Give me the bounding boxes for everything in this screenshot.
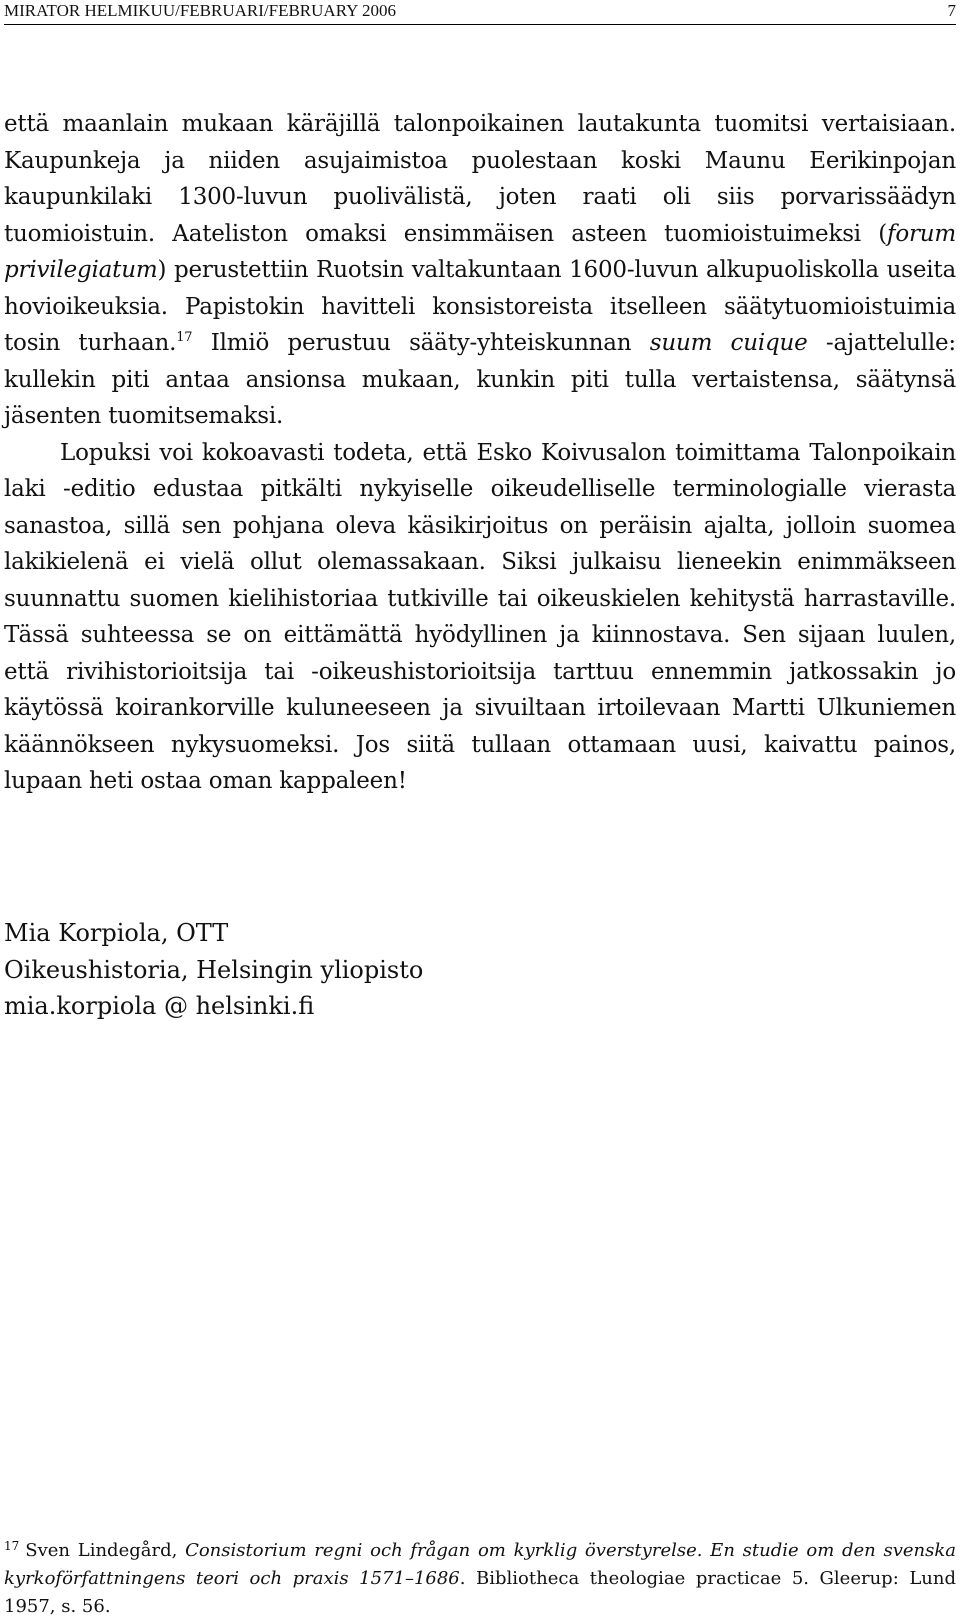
- italic-forum-privilegiatum: forum privilegiatum: [4, 220, 956, 283]
- paragraph-1: [4, 106, 956, 435]
- paragraph-1-text-a: että maanlain mukaan käräjillä talonpoikainen lautakunta tuomitsi vertaisiaan. Kaupunkeja ja niiden asujaimistoa puolestaan koski Maunu Eerikinpojan kaupunkilaki 1300-luvun puolivälistä, joten raati oli siis porvarissäädyn tuomioistuin. Aateliston omaksi ensimmäisen asteen tuomioistuimeksi (: [4, 111, 956, 247]
- footnote-17: [4, 1537, 956, 1621]
- paragraph-1-text-b: ) perustettiin Ruotsin valtakuntaan 1600-luvun alkupuoliskolla useita hovioikeuksia. Papistokin havitteli konsistoreista itselleen säätytuomioistuimia tosin turhaan.: [4, 257, 956, 356]
- footnote-number: 17: [4, 1539, 20, 1553]
- footnote-reference[interactable]: 17: [176, 330, 193, 345]
- paragraph-1-text-d: -ajattelulle: kullekin piti antaa ansionsa mukaan, kunkin piti tulla vertaistensa, säätynsä jäsenten tuomitsemaksi.: [4, 330, 956, 429]
- author-affiliation: Oikeushistoria, Helsingin yliopisto: [4, 955, 424, 984]
- author-signature: [4, 915, 956, 1025]
- footnote-title: Consistorium regni och frågan om kyrklig överstyrelse. En studie om den svenska kyrkoförfattningens teori och praxis 1571–1686: [4, 1540, 956, 1589]
- paragraph-1-text-c: Ilmiö perustuu sääty-yhteiskunnan: [192, 330, 650, 356]
- page-number: 7: [947, 1, 956, 20]
- author-name: Mia Korpiola, OTT: [4, 919, 229, 947]
- footnote-details: . Bibliotheca theologiae practicae 5. Gleerup: Lund 1957, s. 56.: [4, 1568, 956, 1617]
- paragraph-2: Lopuksi voi kokoavasti todeta, että Esko Koivusalon toimittama Talonpoikain laki -editio edustaa pitkälti nykyiselle oikeudelliselle terminologialle vierasta sanastoa, sillä sen pohjana oleva käsikirjoitus on peräisin ajalta, jolloin suomea lakikielenä ei vielä ollut olemassakaan. Siksi julkaisu lieneekin enimmäkseen suunnattu suomen kielihistoriaa tutkiville tai oikeuskielen kehitystä harrastaville. Tässä suhteessa se on eittämättä hyödyllinen ja kiinnostava. Sen sijaan luulen, että rivihistorioitsija tai -oikeushistorioitsija tarttuu ennemmin jatkossakin jo käytössä koirankorville kuluneeseen ja sivuiltaan irtoilevaan Martti Ulkuniemen käännökseen nykysuomeksi. Jos siitä tullaan ottamaan uusi, kaivattu painos, lupaan heti ostaa oman kappaleen!: [4, 439, 956, 794]
- journal-title: MIRATOR HELMIKUU/FEBRUARI/FEBRUARY 2006: [4, 1, 396, 20]
- page-header: [4, 0, 956, 25]
- footnote-author: Sven Lindegård,: [25, 1540, 186, 1561]
- italic-suum-cuique: suum cuique: [649, 330, 808, 356]
- article-body: [4, 106, 956, 800]
- author-email[interactable]: mia.korpiola @ helsinki.fi: [4, 992, 315, 1020]
